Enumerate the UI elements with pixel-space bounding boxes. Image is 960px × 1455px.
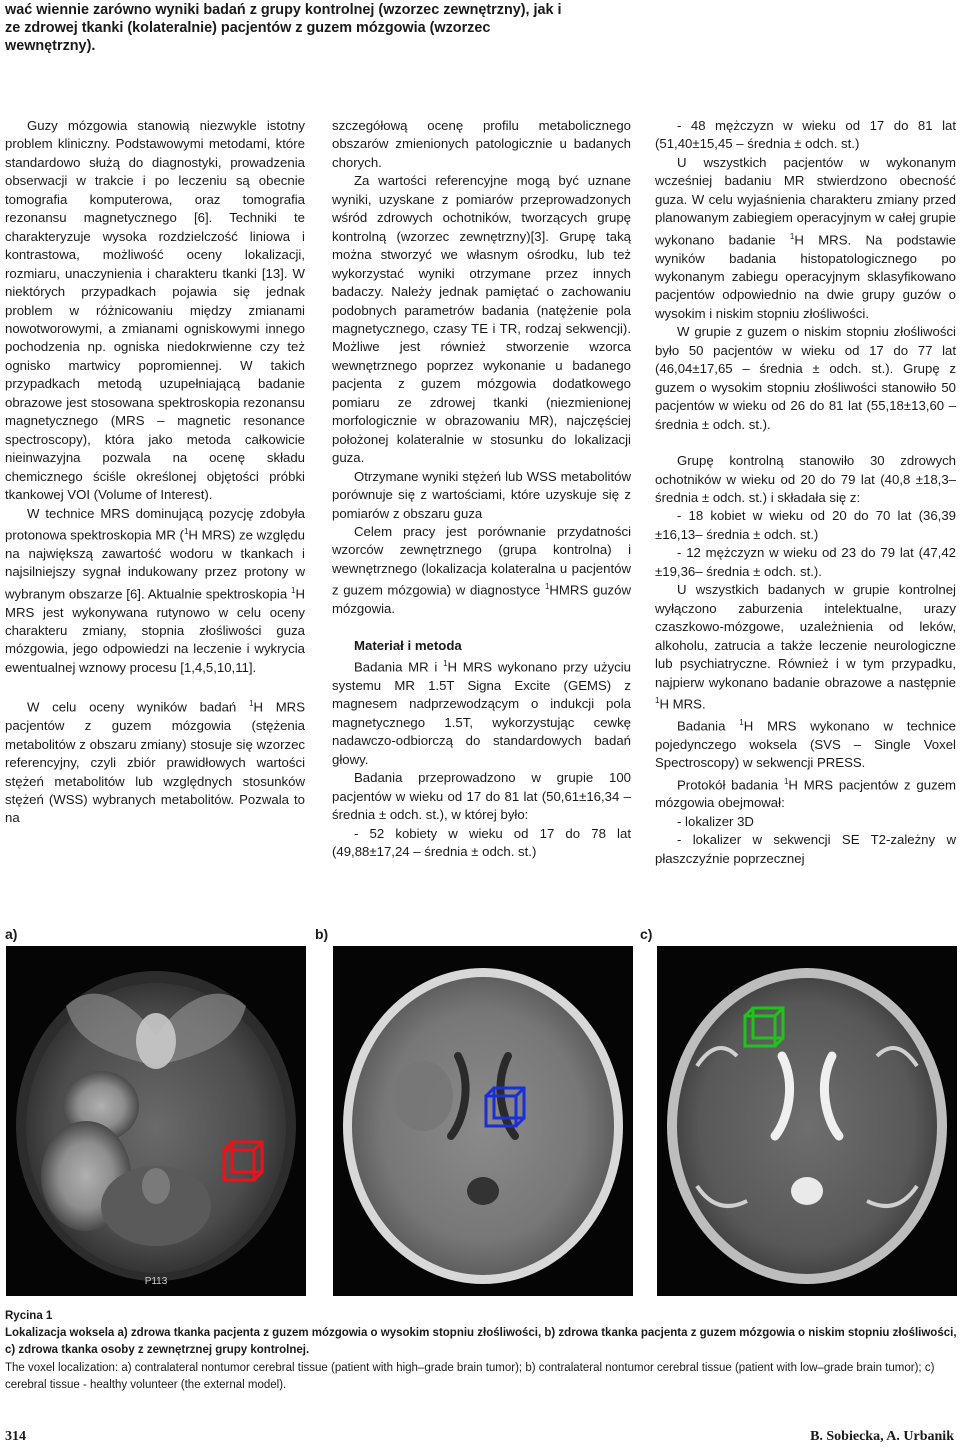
scan-a-label: P113	[144, 1276, 168, 1287]
paragraph: - 12 mężczyzn w wieku od 23 do 79 lat (47,42 ±19,36– średnia ± odch. st.).	[655, 545, 956, 579]
paragraph: Celem pracy jest porównanie przydatności wzorców zewnętrznego (grupa kontrolna) i wewnętrznego (lokalizacja kolateralna u pacjentów z guzem mózgowia) w diagnostyce $^1$HMRS guzów mózgowia.	[332, 523, 631, 617]
paragraph: Grupę kontrolną stanowiło 30 zdrowych ochotników w wieku od 20 do 79 lat (40,8 ±18,3– średnia ± odch. st.) i składała się z:	[655, 453, 956, 505]
paragraph: - 52 kobiety w wieku od 17 do 78 lat (49,88±17,24 – średnia ± odch. st.)	[332, 825, 631, 859]
page-number: 314	[5, 1429, 26, 1444]
paragraph: Badania przeprowadzono w grupie 100 pacjentów w wieku od 17 do 81 lat (50,61±16,34 – średnia ± odch. st.), w której było:	[332, 770, 631, 823]
paragraph: W celu oceny wyników badań $^1$H MRS pacjentów z guzem mózgowia (stężenia metabolitów z obszaru zmiany) stosuje się wzorzec referencyjny, czyli zbiór prawidłowych wartości stężeń metabolitów lub względnych stosunków stężeń (WSS) wybranych metabolitów. Pozwala to na	[5, 699, 305, 826]
paragraph: - 48 mężczyzn w wieku od 17 do 81 lat (51,40±15,45 – średnia ± odch. st.)	[655, 118, 956, 152]
paragraph: Za wartości referencyjne mogą być uznane wyniki, uzyskane z pomiarów przeprowadzonych wśród zdrowych ochotników, tworzących grupę kontrolną (wzorzec zewnętrzny)[3]. Grupę taką można stworzyć we własnym ośrodku, lub też wykorzystać wyniki otrzymane przez innych badaczy. Należy jednak pamiętać o zachowaniu podobnych parametrów badania (natężenie pola magnetycznego, czasy TE i TR, rodzaj sekwencji). Możliwe jest również stworzenie wzorca wewnętrznego poprzez wykonanie u badanego pacjenta z guzem mózgowia dodatkowego pomiaru ze zdrowej tkanki (niezmienionej morfologicznie w obrazowaniu MR), najczęściej położonej kolateralnie w stosunku do lokalizacji guza.	[332, 173, 631, 466]
paragraph: Guzy mózgowia stanowią niezwykle istotny problem kliniczny. Podstawowymi metodami, które standardowo służą do diagnostyki, prowadzenia obserwacji w trakcie i po leczeniu są obecnie tomografia komputerowa, oraz tomografia rezonansu magnetycznego [6]. Techniki te charakteryzuje wysoka rozdzielczość liniowa i kontrastowa, możliwość oceny lokalizacji, rozmiaru, unaczynienia i charakteru tkanki [13]. W niektórych przypadkach pojawia się jednak problem w różnicowaniu między zmianami nowotworowymi, a zmianami ogniskowymi innego pochodzenia np. ogniska niedokrwienne czy też ognisko martwicy popromiennej. W takich przypadkach metodą uzupełniającą badanie obrazowe jest stosowana spektroskopia rezonansu magnetycznego (MRS – magnetic resonance spectroscopy), która jako metoda całkowicie nieinwazyjna pozwala na ocenę składu chemicznego ściśle określonej objętości próbki tkankowej VOI (Volume of Interest).	[5, 118, 305, 503]
text-column-1	[5, 117, 305, 828]
running-authors: B. Sobiecka, A. Urbanik	[810, 1429, 954, 1444]
section-heading: Materiał i metoda	[354, 637, 462, 653]
figure-caption	[5, 1308, 957, 1394]
paragraph: Otrzymane wyniki stężeń lub WSS metabolitów porównuje się z wartościami, które uzyskuje się z pomiarów z obszaru guza	[332, 468, 631, 521]
paragraph: - 18 kobiet w wieku od 20 do 70 lat (36,39 ±16,13– średnia ± odch. st.)	[655, 508, 956, 542]
text-column-3	[655, 117, 956, 868]
caption-polish: Lokalizacja woksela a) zdrowa tkanka pacjenta z guzem mózgowia o wysokim stopniu złośliwości, b) zdrowa tkanka pacjenta z guzem mózgowia o niskim stopniu złośliwości, c) zdrowa tkanka osoby z zewnętrznej grupy kontrolnej.	[5, 1327, 957, 1357]
figure-label-a: a)	[5, 926, 18, 942]
paragraph: szczegółową ocenę profilu metabolicznego obszarów zmienionych patologicznie u badanych chorych.	[332, 118, 631, 170]
mr-scan-c	[657, 946, 957, 1296]
caption-title: Rycina 1	[5, 1310, 53, 1322]
figure-label-b: b)	[315, 926, 329, 942]
lead-paragraph: wać wiennie zarówno wyniki badań z grupy kontrolnej (wzorzec zewnętrzny), jak i ze zdrowej tkanki (kolateralnie) pacjentów z guzem mózgowia (wzorzec wewnętrzny).	[5, 2, 562, 54]
paragraph: Badania $^1$H MRS wykonano w technice pojedynczego woksela (SVS – Single Voxel Spectroscopy) w sekwencji PRESS.	[655, 717, 957, 771]
paragraph: W technice MRS dominującą pozycję zdobyła protonowa spektroskopia MR ($^1$H MRS) ze względu na największą zawartość wodoru w tkankach i najsilniejszy sygnał indukowany przez protony w wybranym obszarze [6]. Aktualnie spektroskopia $^1$H MRS jest wykonywana rutynowo w celu oceny charakteru zmiany, stopnia złośliwości guza mózgowia, jego odpowiedzi na leczenie i wykrycia ewentualnej wznowy procesu [1,4,5,10,11].	[5, 505, 306, 675]
mr-scan-b	[333, 946, 633, 1296]
paragraph: U wszystkich pacjentów w wykonanym wcześniej badaniu MR stwierdzono obecność guza. W celu wyjaśnienia charakteru zmiany przed planowanym zabiegiem operacyjnym w całej grupie wykonano badanie $^1$H MRS. Na podstawie wyników badania histopatologicznego po wykonanym zabiegu operacyjnym sklasyfikowano pacjentów odpowiednio na dwie grupy guzów o wysokim i niskim stopniu złośliwości.	[655, 154, 956, 321]
paragraph: Protokół badania $^1$H MRS pacjentów z guzem mózgowia obejmował:	[655, 776, 956, 811]
mr-scan-a	[6, 946, 306, 1296]
paragraph: - lokalizer 3D	[677, 813, 754, 829]
caption-english: The voxel localization: a) contralateral nontumor cerebral tissue (patient with high–grade brain tumor); b) contralateral nontumor cerebral tissue (patient with low–grade brain tumor); c) cerebral tissue - healthy volunteer (the external model).	[5, 1361, 935, 1391]
text-column-2	[332, 117, 631, 861]
paragraph: W grupie z guzem o niskim stopniu złośliwości było 50 pacjentów w wieku od 17 do 77 lat (46,04±17,65 – średnia ± odch. st.). Grupę z guzem o wysokim stopniu złośliwości stanowiło 50 pacjentów w wieku od 26 do 81 lat (55,18±13,60 – średnia ± odch. st.).	[655, 324, 956, 432]
figure-label-c: c)	[640, 926, 653, 942]
paragraph: U wszystkich badanych w grupie kontrolnej wyłączono zaburzenia intelektualne, urazy czaszkowo-mózgowe, uzależnienia od leków, alkoholu, zatrucia a także leczenie neurologiczne lub psychiatryczne. Również i w tym przypadku, najpierw wykonano badanie obrazowe a następnie $^1$H MRS.	[655, 582, 956, 712]
paragraph: - lokalizer w sekwencji SE T2-zależny w płaszczyźnie poprzecznej	[655, 832, 956, 866]
paragraph: Badania MR i $^1$H MRS wykonano przy użyciu systemu MR 1.5T Signa Excite (GEMS) z magnesem nadprzewodzącym o indukcji pola magnetycznego 1.5T, wykorzystując cewkę nadawczo-odbiorczą do standardowych badań głowy.	[332, 659, 631, 767]
